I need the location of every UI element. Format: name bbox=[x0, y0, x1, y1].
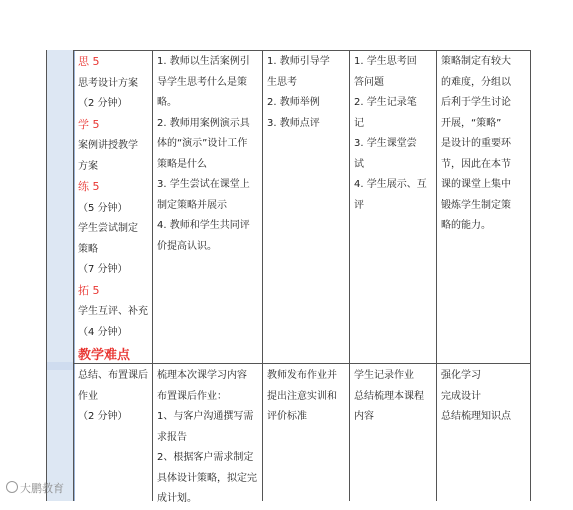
step-text: 策略 bbox=[78, 243, 98, 255]
text-line: 评价标准 bbox=[267, 411, 307, 422]
teaching-difficulty-heading: 教学难点 bbox=[78, 348, 131, 363]
step-text: （2 分钟） bbox=[78, 98, 128, 109]
step-line bbox=[78, 52, 148, 74]
summary-teacher-role-cell bbox=[267, 366, 337, 428]
step-line bbox=[78, 260, 148, 281]
text-line: 生思考 bbox=[267, 76, 297, 88]
text-line: 具体设计策略，拟定完 bbox=[157, 472, 257, 484]
text-line: 3. 学生课堂尝 bbox=[354, 138, 417, 149]
text-line: 2、根据客户需求制定 bbox=[157, 452, 254, 463]
text-line: 总结梳理知识点 bbox=[441, 411, 511, 422]
text-line: 1. 学生思考回 bbox=[354, 56, 417, 67]
text-line: 评 bbox=[354, 199, 364, 211]
teaching-steps-cell bbox=[78, 52, 148, 367]
text-line: 略的能力。 bbox=[441, 220, 491, 231]
text-line: 后利于学生讨论 bbox=[441, 97, 511, 108]
text-line: 3. 教师点评 bbox=[267, 117, 320, 129]
step-line bbox=[78, 323, 148, 344]
summary-student-activity-cell bbox=[354, 366, 424, 428]
step-text: 案例讲授教学 bbox=[78, 140, 138, 151]
watermark-logo-icon bbox=[6, 481, 18, 493]
text-line: 1. 教师引导学 bbox=[267, 56, 330, 67]
step-line bbox=[78, 177, 148, 199]
text-line: 总结、布置课后 bbox=[78, 370, 148, 381]
step-text: 学 5 bbox=[78, 117, 100, 131]
text-line: 导学生思考什么是策 bbox=[157, 76, 247, 88]
summary-design-intent-cell bbox=[441, 366, 511, 428]
step-line bbox=[78, 74, 148, 95]
text-line: （2 分钟） bbox=[78, 411, 128, 422]
text-line: 强化学习 bbox=[441, 370, 481, 381]
text-line: 4. 教师和学生共同评 bbox=[157, 220, 250, 231]
text-line: 制定策略并展示 bbox=[157, 199, 227, 211]
table-col-divider bbox=[262, 50, 263, 501]
text-line: 开展，“策略” bbox=[441, 117, 502, 129]
text-line: 2. 学生记录笔 bbox=[354, 97, 417, 108]
text-line: 求报告 bbox=[157, 431, 187, 443]
text-line: 1. 教师以生活案例引 bbox=[157, 56, 250, 67]
text-line: 答问题 bbox=[354, 76, 384, 88]
summary-teacher-activity-cell bbox=[157, 366, 257, 510]
text-line: 锻炼学生制定策 bbox=[441, 199, 511, 211]
table-col-divider bbox=[436, 50, 437, 501]
summary-step-cell bbox=[78, 366, 148, 428]
table-col-divider bbox=[349, 50, 350, 501]
watermark-text: 大鹏教育 bbox=[20, 482, 64, 495]
step-line bbox=[78, 115, 148, 137]
text-line: 内容 bbox=[354, 411, 374, 422]
step-text: 思考设计方案 bbox=[78, 77, 138, 89]
text-line: 梳理本次课学习内容 bbox=[157, 370, 247, 381]
watermark bbox=[6, 480, 64, 496]
step-text: （5 分钟） bbox=[78, 202, 128, 214]
step-text: 拓 5 bbox=[78, 283, 100, 297]
text-line: 略。 bbox=[157, 97, 177, 108]
left-shaded-column bbox=[46, 50, 75, 501]
step-line bbox=[78, 199, 148, 220]
text-line: 4. 学生展示、互 bbox=[354, 179, 427, 190]
shaded-band bbox=[47, 362, 74, 370]
text-line: 教师发布作业并 bbox=[267, 370, 337, 381]
teacher-activity-cell bbox=[157, 52, 250, 257]
step-line bbox=[78, 94, 148, 115]
text-line: 学生记录作业 bbox=[354, 370, 414, 381]
text-line: 策略制定有较大 bbox=[441, 56, 511, 67]
text-line: 作业 bbox=[78, 390, 98, 402]
text-line: 成计划。 bbox=[157, 493, 197, 504]
step-line bbox=[78, 157, 148, 178]
step-text: 学生尝试制定 bbox=[78, 223, 138, 234]
step-text: 思 5 bbox=[78, 55, 100, 68]
table-col-divider bbox=[152, 50, 153, 501]
design-intent-cell bbox=[441, 52, 511, 237]
text-line: 1、与客户沟通撰写需 bbox=[157, 411, 254, 422]
text-line: 体的“演示”设计工作 bbox=[157, 138, 248, 149]
step-text: 练 5 bbox=[78, 180, 100, 193]
step-line bbox=[78, 281, 148, 303]
text-line: 2. 教师举例 bbox=[267, 97, 320, 108]
text-line: 总结梳理本课程 bbox=[354, 390, 424, 402]
table-top-border bbox=[73, 50, 531, 51]
text-line: 价提高认识。 bbox=[157, 240, 217, 252]
step-text: （7 分钟） bbox=[78, 264, 128, 275]
text-line: 是设计的重要环 bbox=[441, 138, 511, 149]
text-line: 节，因此在本节 bbox=[441, 158, 511, 170]
step-text: 方案 bbox=[78, 160, 98, 172]
text-line: 记 bbox=[354, 117, 364, 129]
text-line: 提出注意实训和 bbox=[267, 390, 337, 402]
step-line bbox=[78, 136, 148, 157]
step-text: 学生互评、补充 bbox=[78, 306, 148, 317]
step-line bbox=[78, 302, 148, 323]
student-activity-cell bbox=[354, 52, 427, 216]
text-line: 完成设计 bbox=[441, 390, 481, 402]
step-line bbox=[78, 240, 148, 261]
text-line: 2. 教师用案例演示具 bbox=[157, 117, 250, 129]
text-line: 的难度，分组以 bbox=[441, 76, 511, 88]
text-line: 课的课堂上集中 bbox=[441, 179, 511, 190]
table-col-divider bbox=[73, 50, 74, 501]
text-line: 试 bbox=[354, 158, 364, 170]
table-right-border bbox=[530, 50, 531, 501]
teacher-role-cell bbox=[267, 52, 330, 134]
text-line: 3. 学生尝试在课堂上 bbox=[157, 179, 250, 190]
step-line bbox=[78, 219, 148, 240]
text-line: 策略是什么 bbox=[157, 158, 207, 170]
text-line: 布置课后作业： bbox=[157, 390, 227, 402]
step-text: （4 分钟） bbox=[78, 326, 128, 338]
left-margin bbox=[0, 0, 46, 501]
